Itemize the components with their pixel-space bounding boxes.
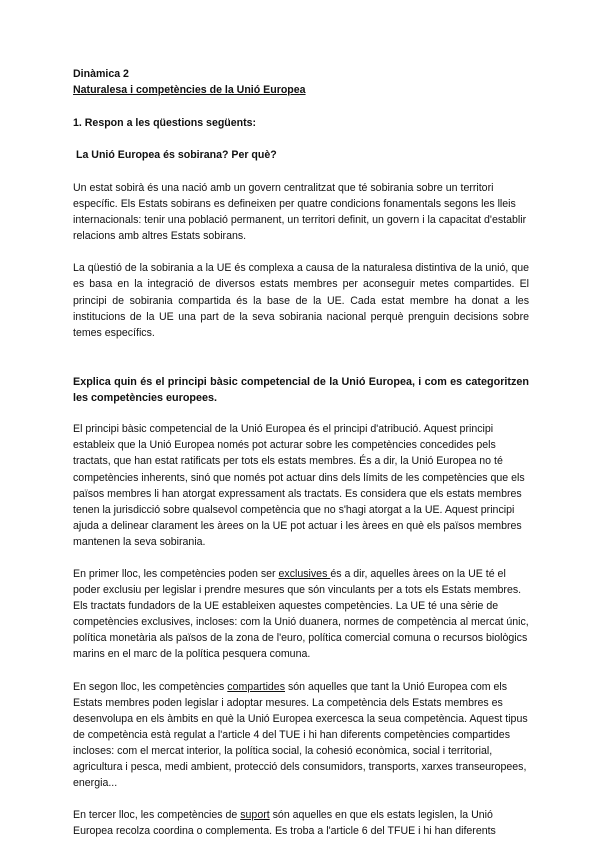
shared-term: compartides — [227, 680, 285, 693]
exclusive-term: exclusives — [278, 568, 331, 580]
support-body: són aquelles en que els estats legislen, la Unió Europea recolza coordina o complementa. Es troba a l'article 6 del TFUE i hi han diferents — [73, 809, 496, 838]
answer-2-paragraph-1: El principi bàsic competencial de la Unió Europea és el principi d'atribució. Aquest principi estableix que la Unió Europea només pot acturar sobre les competències concedides pels tractats, que han estat ratificats per tots els estats membres. És a dir, la Unió Europea no té competències inherents, sinó que només pot actuar dins dels límits de les competències que els països membres li han atorgat expressament als tractats. Es considera que els estats membres tenen la jurisdicció sobre qualsevol competència que no s'hagi atorgat a la UE. Aquest principi ajuda a delinear clarament les àrees on la UE pot actuar i les àrees en què els països membres mantenen la seva sobirania. — [73, 423, 525, 548]
exclusive-body: és a dir, aquelles àrees on la UE té el poder exclusiu per legislar i prendre mesures que són vinculants per a tots els Estats membres. Els tractats fundadors de la UE estableixen aquestes competències. La UE té una sèrie de competències exclusives, incloses: com la Unió duanera, normes de competència al mercat únic, política monetària als països de la zona de l'euro, política comercial comuna o recursos biològics marins en el marc de la política pesquera comuna. — [73, 568, 529, 661]
answer-1-paragraph-2: La qüestió de la sobirania a la UE és complexa a causa de la naturalesa distintiva de la unió, que es basa en la integració de diversos estats membres per aconseguir metes compartides. El principi de sobirania compartida és la base de la UE. Cada estat membre ha donat a les institucions de la UE una part de la seva sobirania nacional perquè prenguin decisions sobre temes específics. — [73, 262, 529, 339]
support-intro: En tercer lloc, les competències de — [73, 809, 241, 822]
answer-2-paragraph-exclusive — [73, 566, 529, 663]
answer-1-paragraph-1: Un estat sobirà és una nació amb un govern centralitzat que té sobirania sobre un territori específic. Els Estats sobirans es defineixen per quatre condicions fonamentals segons les lleis internacionals: tenir una població permanent, un territori definit, un govern i la capacitat d'establir relacions amb altres Estats sobirans. — [73, 182, 527, 243]
document-label: Dinàmica 2 — [73, 68, 129, 80]
document-content — [73, 66, 529, 839]
answer-2-paragraph-shared — [73, 679, 529, 792]
document-title: Naturalesa i competències de la Unió Europea — [73, 84, 306, 96]
question-1: La Unió Europea és sobirana? Per què? — [76, 149, 277, 161]
exclusive-intro: En primer lloc, les competències poden ser — [73, 568, 279, 580]
shared-body: són aquelles que tant la Unió Europea com els Estats membres poden legislar i adoptar mesures. La competència dels Estats membres es desenvolupa en els àmbits en què la Unió Europea exercesca la seua competència. Aquest tipus de competència està regulat a l'article 4 del TUE i hi han diferents competències compartides incloses: com el mercat interior, la política social, la cohesió econòmica, social i territorial, agricultura i pesca, medi ambient, protecció dels consumidors, transports, xarxes transeuropees, energia... — [73, 680, 528, 790]
shared-intro: En segon lloc, les competències — [73, 680, 228, 693]
answer-2-paragraph-support — [73, 807, 529, 839]
section-heading: 1. Respon a les qüestions següents: — [73, 117, 257, 129]
support-term: suport — [240, 809, 270, 822]
question-2: Explica quin és el principi bàsic competencial de la Unió Europea, i com es categoritzen les competències europees. — [73, 375, 529, 405]
